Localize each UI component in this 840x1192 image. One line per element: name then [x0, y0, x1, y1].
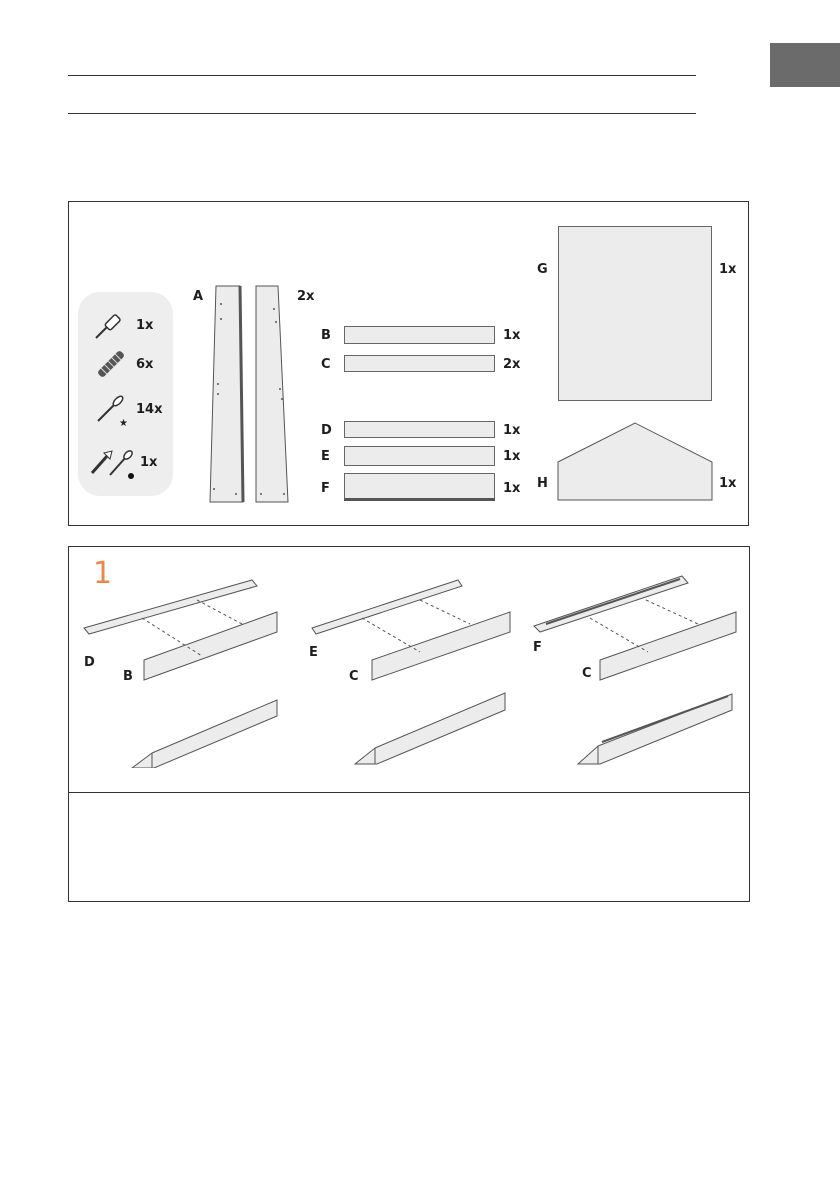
panel-b-qty: 1x [503, 328, 521, 343]
assembly1-bottom-label: B [123, 669, 133, 684]
assembly1-top-label: D [84, 655, 95, 670]
assembly1-drawing [82, 578, 287, 768]
panel-d-qty: 1x [503, 423, 521, 438]
panel-c [344, 355, 495, 372]
svg-text:★: ★ [119, 418, 128, 429]
panel-d [344, 421, 495, 438]
hardware-qty-1: 1x [136, 318, 154, 333]
screw-star-icon [94, 395, 130, 429]
wall-plug-icon [96, 346, 126, 382]
panel-b-label: B [321, 328, 331, 343]
panel-e-label: E [321, 449, 330, 464]
panel-f [344, 473, 495, 501]
panel-h-qty: 1x [719, 476, 737, 491]
panel-g-label: G [537, 262, 548, 277]
panel-g-qty: 1x [719, 262, 737, 277]
assembly3-top-label: F [533, 640, 542, 655]
panel-d-label: D [321, 423, 332, 438]
panel-h-label: H [537, 476, 548, 491]
hardware-qty-4: 1x [140, 455, 158, 470]
panel-a-drawing [208, 284, 298, 506]
panel-h [556, 422, 714, 502]
panel-a-label: A [193, 289, 204, 304]
step1-divider [69, 792, 749, 793]
header-rule-bottom [68, 113, 696, 114]
panel-e [344, 446, 495, 466]
panel-e-qty: 1x [503, 449, 521, 464]
assembly3-drawing [532, 574, 738, 768]
panel-f-qty: 1x [503, 481, 521, 496]
step-number: 1 [93, 556, 113, 591]
panel-g [558, 226, 712, 401]
language-tab [770, 43, 840, 87]
panel-c-qty: 2x [503, 357, 521, 372]
hardware-qty-3: 14x [136, 402, 163, 417]
panel-b [344, 326, 495, 344]
panel-a-qty: 2x [297, 289, 315, 304]
assembly2-drawing [310, 578, 515, 768]
screwdriver-icon [92, 312, 126, 342]
assembly2-bottom-label: C [349, 669, 359, 684]
hardware-qty-2: 6x [136, 357, 154, 372]
assembly3-bottom-label: C [582, 666, 592, 681]
panel-f-label: F [321, 481, 330, 496]
assembly2-top-label: E [309, 645, 318, 660]
anchor-screw-dot-icon [88, 445, 136, 481]
panel-c-label: C [321, 357, 331, 372]
header-rule-top [68, 75, 696, 76]
